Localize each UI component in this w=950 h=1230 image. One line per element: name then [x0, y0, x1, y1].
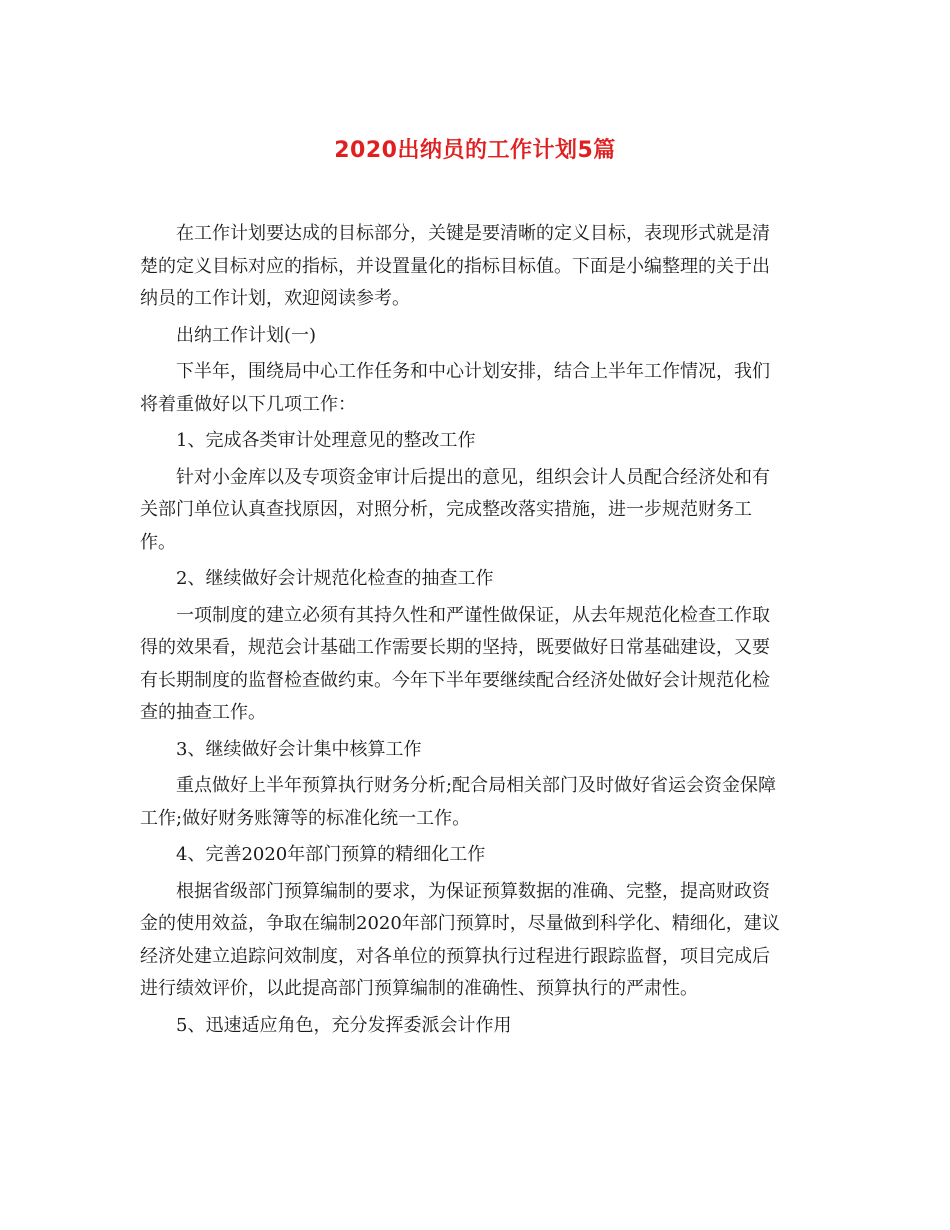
paragraph-line: 有长期制度的监督检查做约束。今年下半年要继续配合经济处做好会计规范化检	[140, 669, 770, 691]
paragraph-line: 将着重做好以下几项工作：	[140, 393, 356, 415]
paragraph-line: 楚的定义目标对应的指标，并设置量化的指标目标值。下面是小编整理的关于出	[140, 255, 770, 277]
paragraph-line: 金的使用效益，争取在编制2020年部门预算时，尽量做到科学化、精细化，建议	[140, 913, 780, 934]
paragraph-line: 进行绩效评价，以此提高部门预算编制的准确性、预算执行的严肃性。	[140, 978, 698, 999]
paragraph	[140, 425, 812, 458]
paragraph-line: 工作;做好财务账簿等的标准化统一工作。	[140, 807, 471, 829]
paragraph-line: 重点做好上半年预算执行财务分析;配合局相关部门及时做好省运会资金保障	[176, 775, 777, 796]
paragraph-line: 针对小金库以及专项资金审计后提出的意见，组织会计人员配合经济处和有	[176, 466, 770, 488]
paragraph	[140, 839, 812, 872]
paragraph	[140, 356, 812, 421]
paragraph-line: 3、继续做好会计集中核算工作	[176, 738, 422, 760]
paragraph-line: 查的抽查工作。	[140, 702, 266, 723]
paragraph-line: 4、完善2020年部门预算的精细化工作	[176, 844, 486, 865]
paragraph-line: 1、完成各类审计处理意见的整改工作	[176, 430, 476, 451]
paragraph-line: 得的效果看，规范会计基础工作需要长期的坚持，既要做好日常基础建设，又要	[140, 637, 770, 658]
paragraph	[140, 600, 812, 730]
paragraph-line: 经济处建立追踪问效制度，对各单位的预算执行过程进行跟踪监督，项目完成后	[140, 945, 770, 967]
paragraph	[140, 320, 812, 353]
paragraph-line: 在工作计划要达成的目标部分，关键是要清晰的定义目标，表现形式就是清	[176, 223, 770, 244]
paragraph	[140, 876, 812, 1006]
paragraph	[140, 770, 812, 835]
paragraph-line: 根据省级部门预算编制的要求，为保证预算数据的准确、完整，提高财政资	[176, 880, 770, 902]
paragraph	[140, 734, 812, 767]
paragraph-line: 关部门单位认真查找原因，对照分析，完成整改落实措施，进一步规范财务工	[140, 499, 752, 520]
paragraph-line: 下半年，围绕局中心工作任务和中心计划安排，结合上半年工作情况，我们	[176, 361, 770, 382]
paragraph-line: 5、迅速适应角色，充分发挥委派会计作用	[176, 1014, 512, 1036]
paragraph-line: 一项制度的建立必须有其持久性和严谨性做保证，从去年规范化检查工作取	[176, 604, 770, 626]
paragraph-line: 作。	[140, 531, 176, 553]
document-body	[140, 218, 812, 1046]
paragraph-line: 出纳工作计划(一)	[176, 324, 317, 346]
paragraph-line: 纳员的工作计划，欢迎阅读参考。	[140, 288, 410, 309]
paragraph	[140, 218, 812, 316]
paragraph	[140, 563, 812, 596]
document-title: 2020出纳员的工作计划5篇	[334, 138, 616, 163]
paragraph	[140, 462, 812, 560]
paragraph	[140, 1010, 812, 1043]
paragraph-line: 2、继续做好会计规范化检查的抽查工作	[176, 568, 494, 589]
